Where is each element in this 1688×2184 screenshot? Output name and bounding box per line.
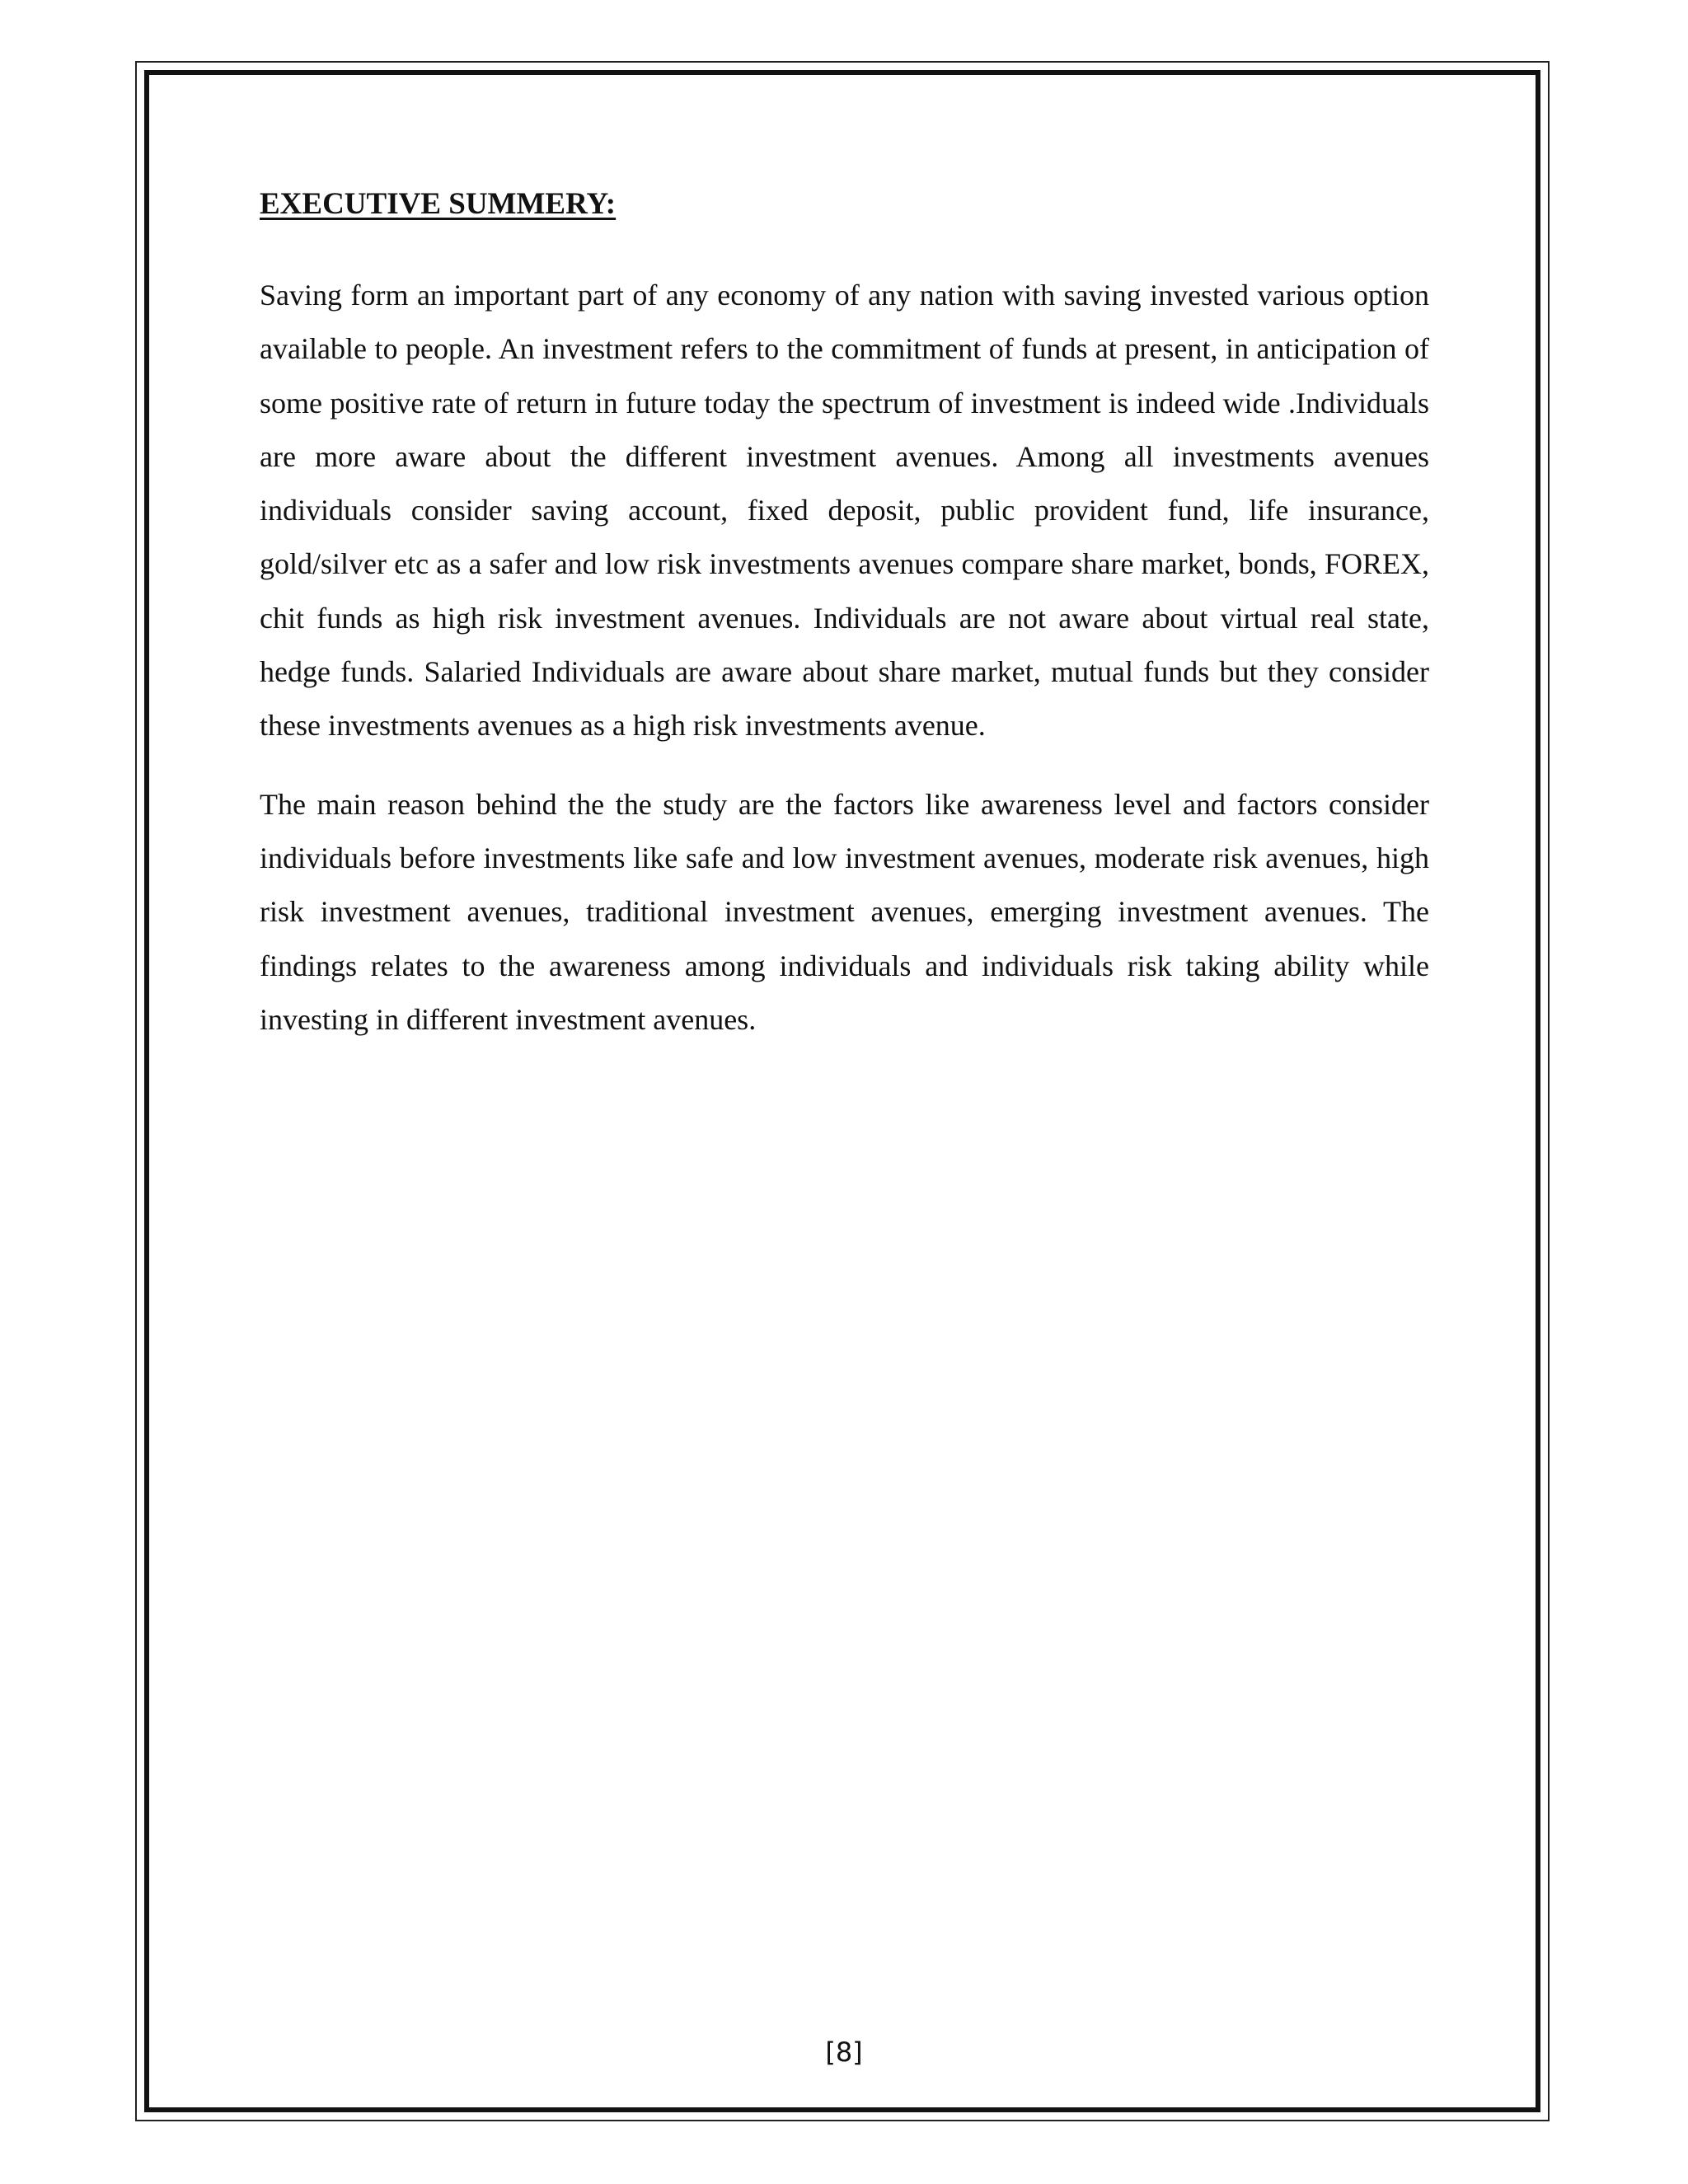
paragraph-study-reason: The main reason behind the the study are the factors like awareness level and factors consider individuals before investments like safe and low investment avenues, moderate risk avenues, high risk investment avenues, traditional investment avenues, emerging investment avenues. The findings relates to the awareness among individuals and individuals risk taking ability while investing in different investment avenues. — [260, 787, 1429, 1036]
section-heading: EXECUTIVE SUMMERY: — [260, 187, 617, 221]
page-number: [8] — [825, 2036, 863, 2068]
paragraph-intro: Saving form an important part of any economy of any nation with saving invested various option available to people. An investment refers to the commitment of funds at present, in anticipation of some positive rate of return in future today the spectrum of investment is indeed wide .Individuals are more aware about the different investment avenues. Among all investments avenues individuals consider saving account, fixed deposit, public provident fund, life insurance, gold/silver etc as a safer and low risk investments avenues compare share market, bonds, FOREX, chit funds as high risk investment avenues. Individuals are not aware about virtual real state, hedge funds. Salaried Individuals are aware about share market, mutual funds but they consider these investments avenues as a high risk investments avenue. — [260, 279, 1429, 743]
document-body — [260, 183, 1429, 1071]
